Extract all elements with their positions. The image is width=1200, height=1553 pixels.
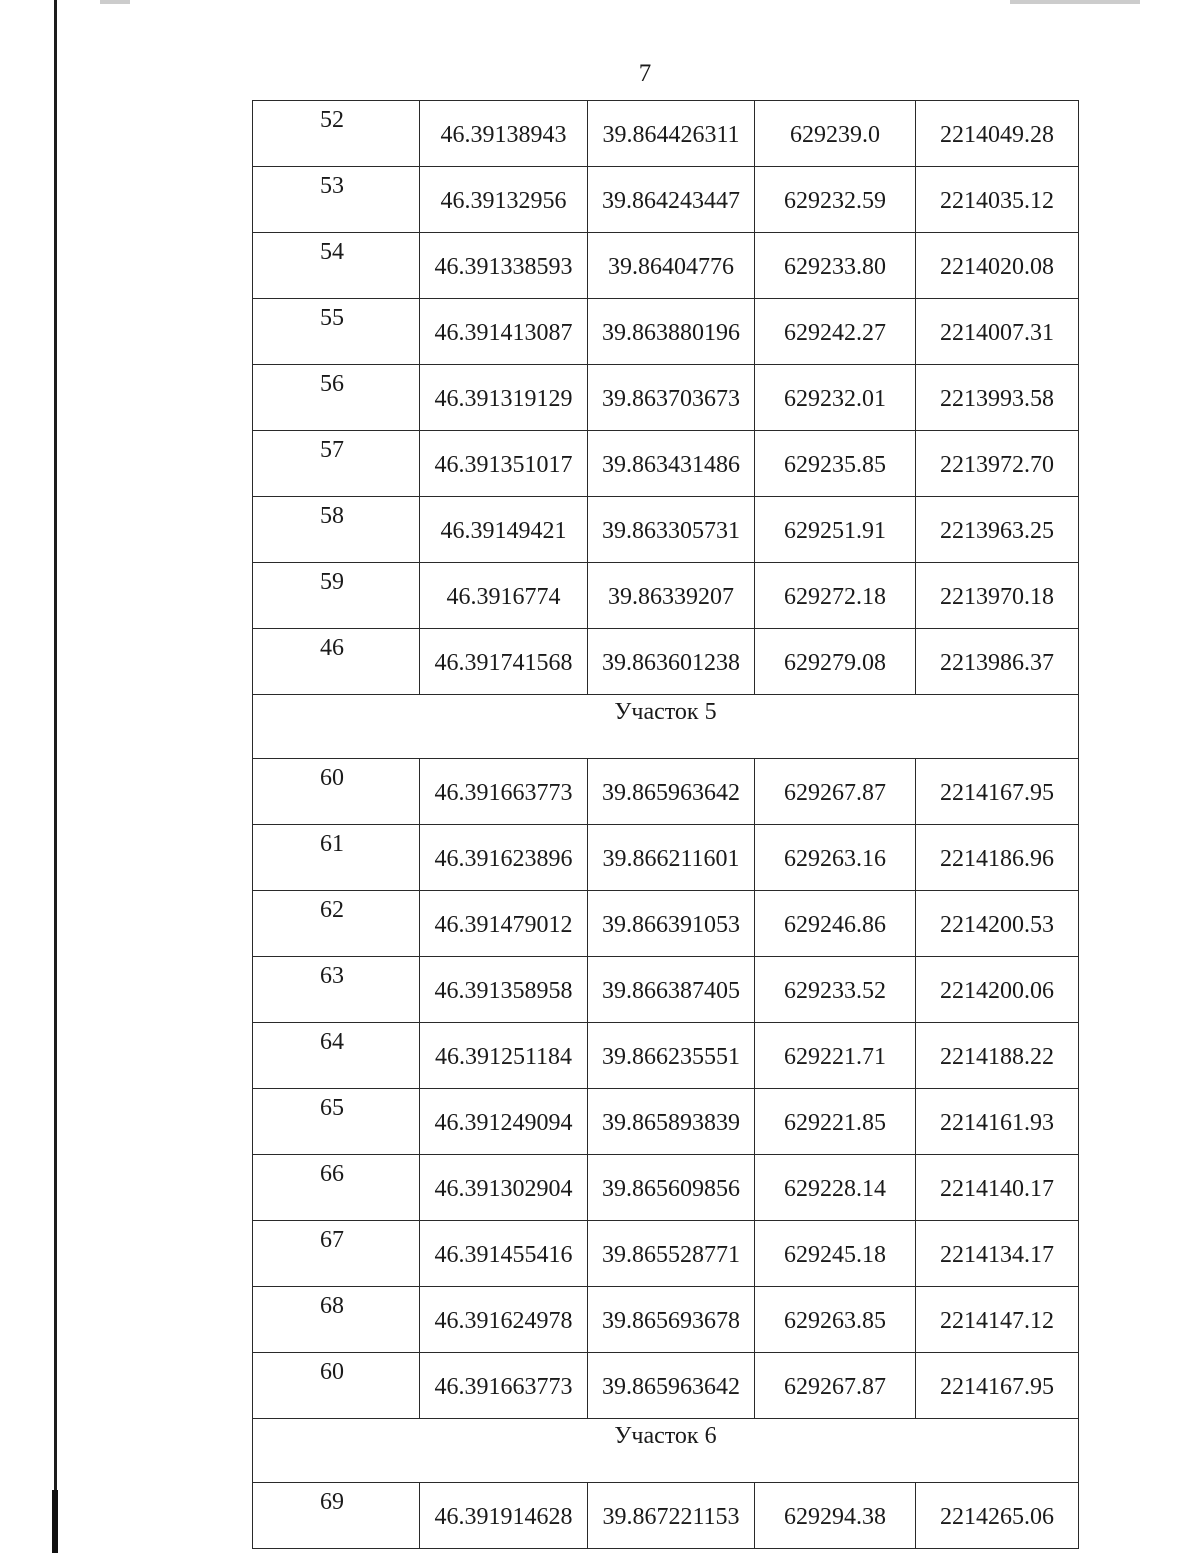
x-coordinate-cell-text: 629242.27 [784, 320, 886, 346]
x-coordinate-cell-text: 629232.01 [784, 386, 886, 412]
point-number-cell [253, 1155, 420, 1221]
longitude-cell [588, 1089, 755, 1155]
x-coordinate-cell-text: 629232.59 [784, 188, 886, 214]
point-number-cell-text: 52 [320, 107, 344, 133]
latitude-cell [420, 167, 588, 233]
x-coordinate-cell [755, 299, 916, 365]
x-coordinate-cell [755, 891, 916, 957]
x-coordinate-cell [755, 233, 916, 299]
latitude-cell-text: 46.391663773 [434, 1374, 573, 1400]
x-coordinate-cell-text: 629272.18 [784, 584, 886, 610]
table-row [253, 957, 1079, 1023]
section-row [253, 695, 1079, 759]
point-number-cell [253, 167, 420, 233]
longitude-cell [588, 431, 755, 497]
table-row [253, 1353, 1079, 1419]
y-coordinate-cell-text: 2213993.58 [940, 386, 1054, 412]
point-number-cell [253, 431, 420, 497]
point-number-cell [253, 759, 420, 825]
point-number-cell [253, 957, 420, 1023]
latitude-cell-text: 46.391413087 [434, 320, 573, 346]
latitude-cell [420, 233, 588, 299]
x-coordinate-cell [755, 1287, 916, 1353]
longitude-cell [588, 1155, 755, 1221]
point-number-cell-text: 59 [320, 569, 344, 595]
x-coordinate-cell [755, 1221, 916, 1287]
point-number-cell-text: 58 [320, 503, 344, 529]
y-coordinate-cell [916, 957, 1079, 1023]
latitude-cell-text: 46.391914628 [434, 1504, 573, 1530]
y-coordinate-cell-text: 2214188.22 [940, 1044, 1054, 1070]
point-number-cell-text: 69 [320, 1489, 344, 1515]
y-coordinate-cell-text: 2213972.70 [940, 452, 1054, 478]
y-coordinate-cell [916, 365, 1079, 431]
x-coordinate-cell-text: 629294.38 [784, 1504, 886, 1530]
point-number-cell [253, 1353, 420, 1419]
latitude-cell [420, 365, 588, 431]
y-coordinate-cell-text: 2214167.95 [940, 1374, 1054, 1400]
table-row [253, 563, 1079, 629]
y-coordinate-cell [916, 891, 1079, 957]
latitude-cell-text: 46.391663773 [434, 780, 573, 806]
x-coordinate-cell-text: 629235.85 [784, 452, 886, 478]
x-coordinate-cell-text: 629279.08 [784, 650, 886, 676]
y-coordinate-cell-text: 2214020.08 [940, 254, 1054, 280]
point-number-cell [253, 497, 420, 563]
longitude-cell-text: 39.865963642 [602, 1374, 740, 1400]
latitude-cell-text: 46.391249094 [434, 1110, 573, 1136]
x-coordinate-cell-text: 629263.85 [784, 1308, 886, 1334]
coordinates-table [252, 100, 1079, 1549]
longitude-cell [588, 629, 755, 695]
point-number-cell-text: 65 [320, 1095, 344, 1121]
table-row [253, 1089, 1079, 1155]
section-row [253, 1419, 1079, 1483]
point-number-cell [253, 1483, 420, 1549]
latitude-cell [420, 563, 588, 629]
longitude-cell-text: 39.865609856 [602, 1176, 740, 1202]
y-coordinate-cell [916, 759, 1079, 825]
x-coordinate-cell-text: 629233.80 [784, 254, 886, 280]
longitude-cell [588, 759, 755, 825]
longitude-cell-text: 39.863703673 [602, 386, 740, 412]
table-row [253, 233, 1079, 299]
point-number-cell-text: 60 [320, 765, 344, 791]
y-coordinate-cell-text: 2214134.17 [940, 1242, 1054, 1268]
latitude-cell-text: 46.391338593 [434, 254, 573, 280]
table-row [253, 299, 1079, 365]
latitude-cell-text: 46.391624978 [434, 1308, 573, 1334]
longitude-cell-text: 39.863305731 [602, 518, 740, 544]
x-coordinate-cell [755, 1023, 916, 1089]
x-coordinate-cell-text: 629239.0 [790, 122, 880, 148]
longitude-cell-text: 39.865893839 [602, 1110, 740, 1136]
point-number-cell [253, 1221, 420, 1287]
point-number-cell [253, 365, 420, 431]
y-coordinate-cell [916, 629, 1079, 695]
longitude-cell-text: 39.865528771 [602, 1242, 740, 1268]
longitude-cell-text: 39.866235551 [602, 1044, 740, 1070]
longitude-cell [588, 1483, 755, 1549]
x-coordinate-cell [755, 497, 916, 563]
coordinates-table-body [253, 101, 1079, 1549]
latitude-cell-text: 46.391358958 [434, 978, 573, 1004]
longitude-cell-text: 39.86404776 [608, 254, 734, 280]
x-coordinate-cell [755, 825, 916, 891]
latitude-cell [420, 957, 588, 1023]
point-number-cell [253, 825, 420, 891]
point-number-cell [253, 1287, 420, 1353]
longitude-cell-text: 39.864243447 [602, 188, 740, 214]
latitude-cell [420, 1221, 588, 1287]
point-number-cell-text: 46 [320, 635, 344, 661]
longitude-cell [588, 233, 755, 299]
point-number-cell-text: 55 [320, 305, 344, 331]
longitude-cell-text: 39.866211601 [602, 846, 740, 872]
latitude-cell-text: 46.391623896 [434, 846, 573, 872]
y-coordinate-cell-text: 2214200.06 [940, 978, 1054, 1004]
latitude-cell-text: 46.391302904 [434, 1176, 573, 1202]
x-coordinate-cell [755, 101, 916, 167]
table-row [253, 825, 1079, 891]
y-coordinate-cell-text: 2214147.12 [940, 1308, 1054, 1334]
table-row [253, 497, 1079, 563]
latitude-cell [420, 825, 588, 891]
latitude-cell [420, 1155, 588, 1221]
point-number-cell-text: 60 [320, 1359, 344, 1385]
y-coordinate-cell [916, 431, 1079, 497]
point-number-cell [253, 101, 420, 167]
x-coordinate-cell [755, 365, 916, 431]
point-number-cell-text: 66 [320, 1161, 344, 1187]
table-row [253, 431, 1079, 497]
longitude-cell-text: 39.86339207 [608, 584, 734, 610]
longitude-cell [588, 101, 755, 167]
longitude-cell-text: 39.863880196 [602, 320, 740, 346]
y-coordinate-cell [916, 497, 1079, 563]
latitude-cell [420, 629, 588, 695]
y-coordinate-cell-text: 2213970.18 [940, 584, 1054, 610]
y-coordinate-cell-text: 2213963.25 [940, 518, 1054, 544]
scan-artifact [100, 0, 130, 4]
y-coordinate-cell [916, 825, 1079, 891]
table-row [253, 1287, 1079, 1353]
longitude-cell-text: 39.864426311 [602, 122, 740, 148]
y-coordinate-cell [916, 1023, 1079, 1089]
longitude-cell-text: 39.866387405 [602, 978, 740, 1004]
point-number-cell-text: 68 [320, 1293, 344, 1319]
latitude-cell [420, 759, 588, 825]
table-row [253, 629, 1079, 695]
longitude-cell [588, 167, 755, 233]
latitude-cell [420, 1023, 588, 1089]
latitude-cell-text: 46.391741568 [434, 650, 573, 676]
x-coordinate-cell-text: 629228.14 [784, 1176, 886, 1202]
y-coordinate-cell-text: 2214035.12 [940, 188, 1054, 214]
y-coordinate-cell-text: 2214186.96 [940, 846, 1054, 872]
point-number-cell [253, 1089, 420, 1155]
longitude-cell-text: 39.863431486 [602, 452, 740, 478]
longitude-cell [588, 563, 755, 629]
point-number-cell [253, 233, 420, 299]
longitude-cell [588, 1353, 755, 1419]
table-row [253, 891, 1079, 957]
point-number-cell [253, 563, 420, 629]
latitude-cell [420, 1483, 588, 1549]
x-coordinate-cell-text: 629263.16 [784, 846, 886, 872]
x-coordinate-cell [755, 1155, 916, 1221]
y-coordinate-cell [916, 167, 1079, 233]
x-coordinate-cell [755, 759, 916, 825]
longitude-cell-text: 39.865963642 [602, 780, 740, 806]
y-coordinate-cell-text: 2214049.28 [940, 122, 1054, 148]
longitude-cell-text: 39.867221153 [602, 1504, 740, 1530]
latitude-cell [420, 891, 588, 957]
x-coordinate-cell-text: 629251.91 [784, 518, 886, 544]
table-row [253, 101, 1079, 167]
table-row [253, 167, 1079, 233]
latitude-cell-text: 46.39132956 [440, 188, 567, 214]
y-coordinate-cell-text: 2213986.37 [940, 650, 1054, 676]
y-coordinate-cell [916, 1221, 1079, 1287]
longitude-cell [588, 365, 755, 431]
longitude-cell-text: 39.865693678 [602, 1308, 740, 1334]
x-coordinate-cell [755, 1483, 916, 1549]
latitude-cell-text: 46.39149421 [440, 518, 567, 544]
x-coordinate-cell [755, 957, 916, 1023]
y-coordinate-cell [916, 563, 1079, 629]
latitude-cell [420, 431, 588, 497]
x-coordinate-cell-text: 629221.71 [784, 1044, 886, 1070]
point-number-cell-text: 67 [320, 1227, 344, 1253]
y-coordinate-cell [916, 233, 1079, 299]
table-row [253, 365, 1079, 431]
y-coordinate-cell [916, 1089, 1079, 1155]
y-coordinate-cell [916, 1353, 1079, 1419]
longitude-cell [588, 957, 755, 1023]
longitude-cell [588, 891, 755, 957]
longitude-cell [588, 497, 755, 563]
point-number-cell-text: 56 [320, 371, 344, 397]
longitude-cell [588, 1287, 755, 1353]
table-row [253, 1155, 1079, 1221]
y-coordinate-cell [916, 299, 1079, 365]
point-number-cell [253, 891, 420, 957]
x-coordinate-cell-text: 629267.87 [784, 1374, 886, 1400]
point-number-cell [253, 299, 420, 365]
point-number-cell-text: 64 [320, 1029, 344, 1055]
scan-artifact [1010, 0, 1140, 4]
x-coordinate-cell-text: 629267.87 [784, 780, 886, 806]
table-row [253, 1483, 1079, 1549]
y-coordinate-cell-text: 2214161.93 [940, 1110, 1054, 1136]
y-coordinate-cell-text: 2214200.53 [940, 912, 1054, 938]
latitude-cell [420, 1089, 588, 1155]
table-row [253, 759, 1079, 825]
y-coordinate-cell [916, 1155, 1079, 1221]
longitude-cell [588, 1221, 755, 1287]
table-row [253, 1023, 1079, 1089]
latitude-cell-text: 46.391319129 [434, 386, 573, 412]
point-number-cell [253, 629, 420, 695]
section-title: Участок 5 [253, 695, 1079, 759]
latitude-cell [420, 101, 588, 167]
point-number-cell [253, 1023, 420, 1089]
latitude-cell [420, 299, 588, 365]
x-coordinate-cell [755, 563, 916, 629]
latitude-cell [420, 497, 588, 563]
section-title: Участок 6 [253, 1419, 1079, 1483]
x-coordinate-cell [755, 1089, 916, 1155]
latitude-cell-text: 46.391251184 [434, 1044, 573, 1070]
y-coordinate-cell-text: 2214265.06 [940, 1504, 1054, 1530]
table-row [253, 1221, 1079, 1287]
y-coordinate-cell-text: 2214167.95 [940, 780, 1054, 806]
longitude-cell [588, 299, 755, 365]
x-coordinate-cell-text: 629233.52 [784, 978, 886, 1004]
longitude-cell-text: 39.866391053 [602, 912, 740, 938]
page-binding-edge [54, 0, 57, 1553]
page-binding-edge-bottom [52, 1490, 58, 1553]
latitude-cell-text: 46.3916774 [446, 584, 561, 610]
x-coordinate-cell [755, 1353, 916, 1419]
longitude-cell [588, 825, 755, 891]
latitude-cell-text: 46.391351017 [434, 452, 573, 478]
longitude-cell-text: 39.863601238 [602, 650, 740, 676]
latitude-cell [420, 1287, 588, 1353]
longitude-cell [588, 1023, 755, 1089]
point-number-cell-text: 53 [320, 173, 344, 199]
point-number-cell-text: 63 [320, 963, 344, 989]
y-coordinate-cell [916, 1483, 1079, 1549]
latitude-cell [420, 1353, 588, 1419]
x-coordinate-cell [755, 431, 916, 497]
point-number-cell-text: 54 [320, 239, 344, 265]
point-number-cell-text: 61 [320, 831, 344, 857]
y-coordinate-cell [916, 1287, 1079, 1353]
y-coordinate-cell-text: 2214140.17 [940, 1176, 1054, 1202]
latitude-cell-text: 46.39138943 [440, 122, 567, 148]
latitude-cell-text: 46.391479012 [434, 912, 573, 938]
x-coordinate-cell-text: 629246.86 [784, 912, 886, 938]
point-number-cell-text: 57 [320, 437, 344, 463]
x-coordinate-cell-text: 629245.18 [784, 1242, 886, 1268]
y-coordinate-cell [916, 101, 1079, 167]
x-coordinate-cell [755, 167, 916, 233]
point-number-cell-text: 62 [320, 897, 344, 923]
latitude-cell-text: 46.391455416 [434, 1242, 573, 1268]
x-coordinate-cell-text: 629221.85 [784, 1110, 886, 1136]
y-coordinate-cell-text: 2214007.31 [940, 320, 1054, 346]
x-coordinate-cell [755, 629, 916, 695]
page-number: 7 [638, 60, 652, 87]
